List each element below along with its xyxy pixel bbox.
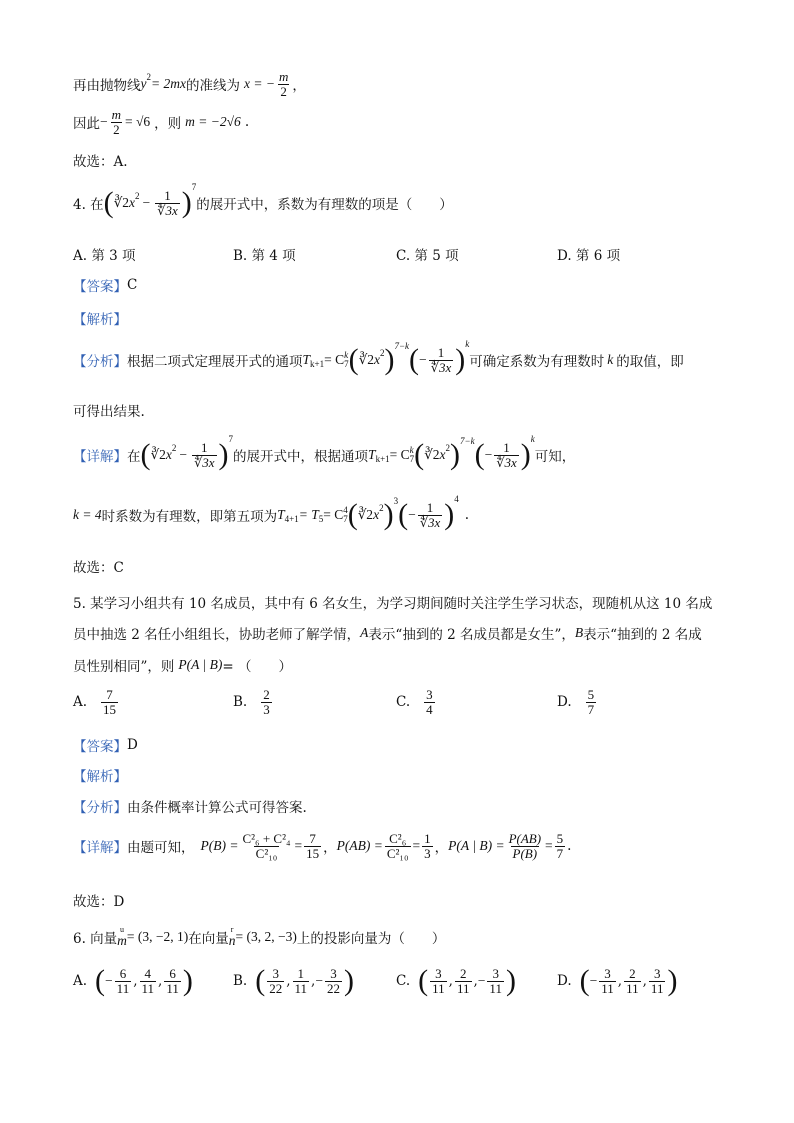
math-cuberoot: ∛2 (424, 447, 440, 462)
option-label: D. (557, 694, 572, 711)
fraction (422, 832, 433, 860)
q5-select (73, 890, 124, 910)
fraction (325, 967, 342, 995)
math-expr: P(A | B) = (448, 838, 505, 854)
numerator: 2 (459, 965, 467, 981)
numerator: 3 (272, 965, 279, 981)
detail-tag: 【详解】 (73, 840, 127, 857)
jiexi-tag: 【解析】 (73, 312, 127, 328)
vector-n (229, 926, 236, 948)
text: 可确定系数为有理数时 (469, 354, 605, 370)
text: 在向量 (188, 930, 229, 947)
numerator: 6 (119, 965, 127, 981)
math-expr: = C (389, 447, 410, 462)
denominator: 15 (103, 701, 117, 717)
paren-left: ( (140, 438, 151, 471)
option-text: A. 第 3 项 (73, 248, 136, 264)
denominator: P(B) (512, 845, 538, 861)
fraction (424, 688, 435, 716)
q4-option-d[interactable] (557, 244, 620, 264)
text: ， (292, 78, 306, 95)
denominator: 2 (280, 83, 287, 99)
question-4 (73, 182, 453, 219)
numerator: 2 (629, 965, 636, 981)
fraction (555, 832, 566, 860)
math-expr: = C (323, 507, 344, 522)
math-cuberoot: ∛2 (357, 507, 374, 522)
numerator: 1 (503, 439, 510, 455)
text: . (244, 114, 250, 131)
math-sup: k (344, 350, 349, 360)
question-number: 6. 向量 (73, 930, 118, 947)
paren-right: ) (520, 438, 531, 471)
text: . (464, 507, 470, 523)
fraction (455, 967, 472, 995)
answer-value: C (127, 277, 138, 293)
q4-option-b[interactable] (233, 244, 296, 264)
denominator: 11 (166, 980, 179, 996)
fraction (624, 967, 641, 995)
question-5-line-3 (73, 655, 292, 675)
text: 时系数为有理数，即第五项为 (101, 509, 278, 525)
math-expr: m = −2√6 (185, 114, 241, 130)
math-sup: 2 (135, 191, 140, 201)
text: 的准线为 (185, 78, 240, 95)
math-sup: k (465, 339, 470, 349)
math-expr: = C (324, 352, 345, 367)
question-6 (73, 926, 445, 948)
fraction (487, 967, 504, 995)
math-sub: 7 (343, 514, 348, 524)
numerator: P(AB) (508, 831, 542, 846)
numerator: 1 (426, 499, 434, 515)
math-sign: = (294, 838, 303, 854)
paren-left: ( (95, 964, 106, 997)
text: 由条件概率计算公式可得答案. (127, 800, 307, 816)
fraction (649, 967, 666, 995)
option-label: C. (396, 973, 411, 989)
fraction (507, 832, 543, 860)
fraction (261, 688, 272, 716)
numerator: 3 (492, 965, 499, 981)
math-sub: 7 (409, 454, 415, 464)
text-line-3 (73, 150, 128, 170)
text: 员性别相同”，则 (73, 659, 175, 675)
option-text: D. 第 6 项 (557, 248, 621, 264)
math-sign: = (545, 838, 553, 854)
math-sub: 4+1 (284, 514, 299, 524)
paren-left: ( (418, 964, 429, 997)
math-var: y (140, 76, 147, 92)
numerator: 3 (330, 965, 337, 981)
analysis-tag: 【分析】 (73, 800, 127, 816)
math-var: m (117, 933, 127, 948)
option-label: B. (233, 694, 248, 711)
math-var: k (607, 352, 614, 367)
denominator: 11 (626, 980, 639, 996)
math-expr: = 2mx (151, 76, 186, 92)
numerator: 1 (297, 965, 305, 981)
q5-detail (73, 832, 571, 860)
denominator: 7 (587, 701, 595, 717)
option-label: A. (73, 973, 88, 989)
denominator: 3 (263, 701, 270, 717)
text: 在 (127, 449, 141, 465)
fraction (430, 967, 447, 995)
text: . (567, 838, 572, 855)
q5-option-b[interactable] (233, 688, 274, 716)
question-5-line-2 (73, 623, 702, 643)
denominator: 11 (650, 980, 664, 996)
question-stem: 的展开式中，系数为有理数的项是（ ） (196, 197, 453, 213)
math-sign: = (412, 838, 421, 854)
math-sup: k (409, 445, 414, 455)
math-cuberoot: ∛2 (358, 352, 374, 367)
text: 表示“抽到的 2 名成 (583, 627, 702, 643)
math-expr: P(B) = (200, 838, 239, 854)
question-stem: 上的投影向量为（ ） (296, 930, 446, 947)
math-sup: 7 (228, 434, 234, 444)
q5-analysis (73, 796, 307, 816)
option-label: C. (396, 694, 411, 711)
numerator: 7 (106, 687, 113, 702)
vector-arrow: r (230, 925, 234, 934)
fraction (385, 832, 411, 860)
denominator: C²₁₀ (255, 845, 278, 861)
paren-left: ( (474, 438, 485, 471)
q4-detail-2 (73, 494, 470, 531)
math-sup: 4 (454, 494, 459, 504)
numerator: m (278, 69, 289, 84)
math-sup: 2 (445, 443, 450, 453)
q4-detail (73, 434, 576, 471)
vector-m (117, 926, 127, 948)
math-sub: k+1 (375, 454, 390, 464)
numerator: 3 (435, 965, 442, 981)
denominator: 7 (556, 845, 564, 861)
math-sign: − (179, 447, 187, 462)
paren-left: ( (579, 964, 590, 997)
math-sup: 7−k (460, 436, 475, 446)
numerator: 1 (424, 831, 431, 846)
q5-option-c[interactable] (396, 688, 437, 716)
denominator: ∜3x (430, 359, 452, 375)
numerator: 4 (144, 965, 152, 981)
answer-select: 故选：D (73, 894, 125, 910)
math-sign: − (477, 973, 486, 988)
q5-jiexi (73, 765, 127, 785)
fraction (267, 967, 284, 995)
option-label: B. (233, 973, 248, 989)
math-var: T (302, 352, 311, 367)
denominator: ∜3x (496, 454, 517, 470)
option-label: A. (73, 694, 88, 711)
numerator: 1 (164, 187, 171, 203)
math-expr: = (3, −2, 1) (126, 928, 189, 944)
option-text: C. 第 5 项 (396, 248, 459, 264)
math-sign: − (419, 352, 427, 367)
q4-answer (73, 275, 137, 295)
math-sign: − (105, 973, 113, 988)
fraction (101, 688, 118, 716)
text: 的取值，即 (616, 354, 684, 370)
paren-right: ) (505, 964, 516, 997)
math-cuberoot: ∛2 (113, 195, 130, 210)
text-line-2 (73, 108, 249, 136)
math-sup: 2 (379, 348, 385, 358)
math-expr: P(A | B) (178, 657, 223, 672)
text-line-1 (73, 70, 306, 98)
vector-arrow: u (120, 925, 125, 934)
answer-value: D (127, 737, 138, 753)
numerator: C²₆ + C²₄ (242, 831, 291, 846)
denominator: 11 (141, 980, 155, 996)
math-sign: − (589, 973, 598, 988)
math-var: x (165, 447, 172, 462)
q4-analysis (73, 339, 684, 376)
fraction (140, 967, 157, 995)
fraction (110, 108, 123, 136)
math-var: x (129, 195, 136, 210)
paren-right: ) (383, 498, 394, 531)
paren-left: ( (348, 343, 359, 376)
math-sup: 7 (191, 182, 197, 192)
q6-option-b[interactable]: B. ( $\frac{3}{22}$ , $\frac{1}{11}$ , − $\frac{3}{22}$ ) (233, 964, 354, 997)
text: ， (434, 840, 449, 857)
numerator: 3 (426, 687, 433, 702)
fraction (599, 967, 616, 995)
math-var: B (574, 625, 584, 640)
denominator: 3 (424, 845, 431, 861)
denominator: 11 (432, 980, 445, 996)
math-sign: − (484, 447, 493, 462)
question-stem: 5. 某学习小组共有 10 名成员，其中有 6 名女生，为学习期间随时关注学生学习状态，现随机从这 10 名成 (73, 596, 713, 612)
text: 再由抛物线 (73, 78, 141, 95)
paren-left: ( (409, 343, 420, 376)
denominator: 15 (306, 845, 320, 861)
denominator: 11 (456, 980, 470, 996)
math-expr: = (3, 2, −3) (235, 928, 297, 944)
math-sub: 7 (344, 359, 349, 369)
paren-right: ) (667, 964, 678, 997)
denominator: 22 (326, 980, 340, 996)
fraction (164, 967, 181, 995)
numerator: 3 (653, 965, 661, 981)
denominator: 11 (601, 980, 614, 996)
q6-option-c[interactable]: C. ( $\frac{3}{11}$ , $\frac{2}{11}$ , − $\frac{3}{11}$ ) (396, 964, 516, 997)
paren-right: ) (182, 964, 193, 997)
math-var: A (360, 625, 369, 640)
math-sup: 2 (146, 72, 151, 83)
text: 因此 (73, 116, 100, 133)
fraction (192, 441, 217, 469)
paren-right: ) (218, 438, 229, 471)
numerator: 1 (201, 439, 208, 455)
text: 可知， (534, 449, 576, 465)
math-sup: 2 (171, 443, 177, 453)
math-var: x (373, 507, 380, 522)
math-sup: 4 (343, 505, 348, 515)
text: 的展开式中，根据通项 (233, 449, 369, 465)
paren-left: ( (398, 498, 409, 531)
denominator: 11 (294, 980, 308, 996)
answer-tag: 【答案】 (73, 279, 127, 295)
fraction (429, 346, 454, 374)
q5-option-a[interactable] (73, 688, 120, 716)
denominator: ∜3x (419, 514, 441, 530)
numerator: 6 (169, 965, 176, 981)
paren-right: ) (450, 438, 460, 471)
denominator: C²₁₀ (386, 845, 409, 861)
option-text: B. 第 4 项 (233, 248, 296, 264)
math-expr: P(AB) = (336, 838, 383, 854)
denominator: 2 (113, 121, 120, 137)
math-sub: 5 (318, 514, 324, 524)
denominator: ∜3x (157, 202, 178, 218)
math-expr: = √6 (125, 114, 151, 130)
paren-right: ) (181, 186, 192, 219)
numerator: 5 (587, 687, 595, 702)
question-number: 4. 在 (73, 197, 104, 213)
q4-analysis-2 (73, 400, 145, 420)
text: ，则 (154, 116, 182, 133)
math-var: n (228, 933, 236, 948)
math-var: x (439, 447, 446, 462)
fraction (418, 501, 443, 529)
q4-option-c[interactable] (396, 244, 459, 264)
fraction (277, 70, 290, 98)
denominator: 11 (116, 980, 130, 996)
math-sign: − (408, 507, 416, 522)
q4-jiexi (73, 308, 127, 328)
math-var: T (368, 447, 376, 462)
math-sign: − (142, 195, 151, 210)
answer-select: 故选：C (73, 560, 124, 576)
paren-left: ( (103, 186, 114, 219)
paren-right: ) (444, 498, 455, 531)
math-cuberoot: ∛2 (150, 447, 166, 462)
numerator: 7 (309, 831, 316, 846)
math-sup: 2 (379, 503, 384, 513)
paren-left: ( (347, 498, 358, 531)
numerator: 1 (437, 344, 445, 360)
math-sign: − (100, 114, 108, 130)
text: 表示“抽到的 2 名成员都是女生”， (368, 627, 575, 643)
math-sup: 3 (393, 496, 399, 506)
math-sup: 7−k (394, 341, 410, 351)
text: 员中抽选 2 名任小组组长，协助老师了解学情， (73, 627, 361, 643)
fraction (293, 967, 310, 995)
numerator: m (111, 107, 122, 122)
q5-answer (73, 735, 138, 755)
answer-tag: 【答案】 (73, 739, 127, 755)
fraction (304, 832, 321, 860)
denominator: 22 (269, 980, 283, 996)
q4-select (73, 556, 124, 576)
denominator: 11 (489, 980, 502, 996)
numerator: C²₆ (389, 831, 407, 846)
option-label: D. (557, 973, 572, 989)
text: = （ ） (222, 659, 292, 675)
paren-left: ( (255, 964, 266, 997)
text: 根据二项式定理展开式的通项 (127, 354, 303, 370)
paren-right: ) (384, 343, 395, 376)
numerator: 3 (604, 965, 611, 981)
fraction (586, 688, 597, 716)
math-var: T (277, 507, 285, 522)
math-expr: k = 4 (73, 507, 102, 522)
text: 可得出结果. (73, 404, 145, 420)
analysis-tag: 【分析】 (73, 354, 127, 370)
math-sub: k+1 (310, 359, 325, 369)
denominator: ∜3x (193, 454, 215, 470)
paren-right: ) (455, 343, 466, 376)
numerator: 2 (263, 687, 270, 702)
text: ， (323, 840, 337, 857)
q5-option-d[interactable] (557, 688, 598, 716)
fraction (494, 441, 519, 469)
q4-option-a[interactable] (73, 244, 136, 264)
math-expr: = T (298, 507, 319, 522)
detail-tag: 【详解】 (73, 449, 127, 465)
text: 由题可知， (127, 840, 195, 857)
numerator: 5 (556, 831, 564, 846)
answer-select: 故选：A. (73, 154, 128, 170)
fraction (155, 189, 180, 217)
math-expr: x = − (243, 76, 275, 92)
denominator: 4 (426, 701, 433, 717)
fraction (115, 967, 132, 995)
question-5-line-1 (73, 592, 712, 612)
fraction (240, 832, 292, 860)
q6-option-d[interactable]: D. ( − $\frac{3}{11}$ , $\frac{2}{11}$ , $\frac{3}{11}$ ) (557, 964, 678, 997)
jiexi-tag: 【解析】 (73, 769, 127, 785)
math-sign: − (315, 973, 323, 988)
paren-left: ( (414, 438, 425, 471)
paren-right: ) (343, 964, 354, 997)
math-var: x (373, 352, 380, 367)
q6-option-a[interactable]: A. ( − $\frac{6}{11}$ , $\frac{4}{11}$ , $\frac{6}{11}$ ) (73, 964, 193, 997)
math-sup: k (530, 434, 535, 444)
